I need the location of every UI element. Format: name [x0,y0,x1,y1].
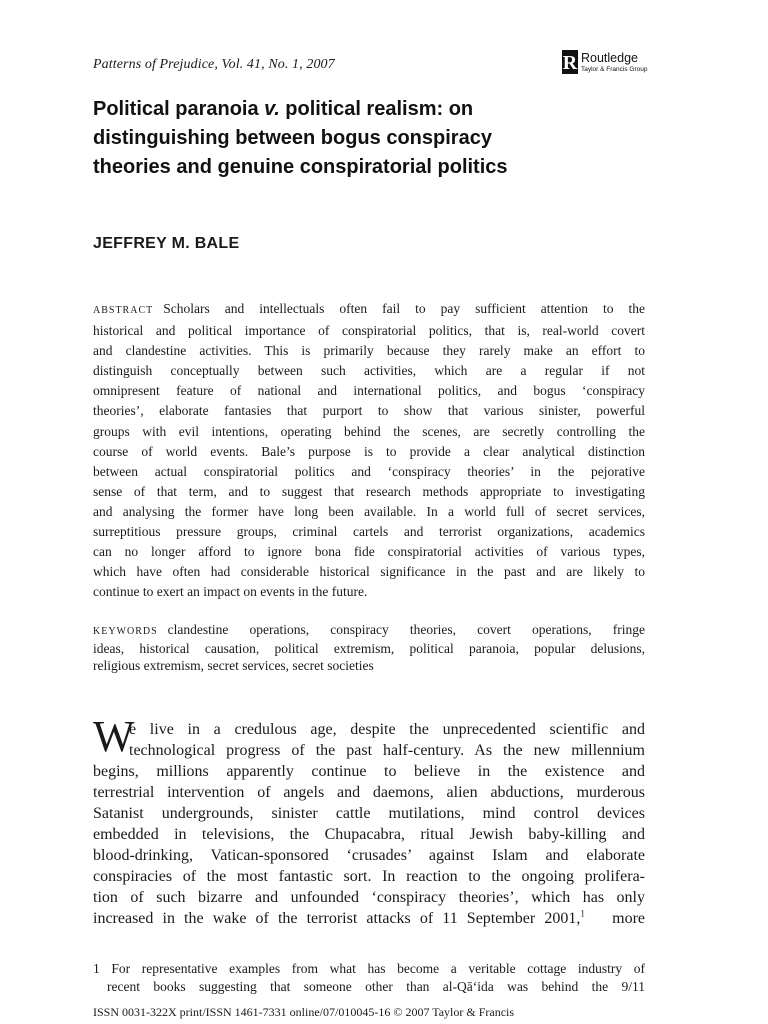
body-line: terrestrial intervention of angels and daemons, alien abductions, murderous [93,784,645,801]
abstract-line: and analysing the former have long been available. In a world full of secret services, [93,503,645,519]
footnote [93,960,645,996]
body-line: conspiracies of the most fantastic sort. In reaction to the ongoing prolifera- [93,868,645,885]
footnote-ref[interactable]: 1 [580,908,585,919]
abstract-line: omnipresent feature of national and international politics, and bogus ‘conspiracy [93,383,645,399]
keywords-line: ideas, historical causation, political extremism, political paranoia, popular delusions, [93,640,645,656]
article-title [93,95,633,182]
publisher-name: Routledge [581,51,638,65]
abstract-line: groups with evil intentions, operating behind the scenes, are secretly controlling the [93,423,645,439]
abstract-line: can no longer afford to ignore bona fide conspiratorial activities of various types, [93,544,645,560]
abstract-line: theories’, elaborate fantasies that purport to show that various sinister, powerful [93,403,645,419]
footnote-line: 1 For representative examples from what has become a veritable cottage industry of [93,961,645,976]
abstract-line: between actual conspiratorial politics and ‘conspiracy theories’ in the pejorative [93,463,645,479]
body-line: blood-drinking, Vatican-sponsored ‘crusades’ against Islam and elaborate [93,847,645,864]
keywords-label: KEYWORDS [93,626,158,637]
author-name: JEFFREY M. BALE [93,235,240,252]
body-line: increased in the wake of the terrorist attacks of 11 September 2001,$^1$ more [93,908,645,927]
abstract-line: and clandestine activities. This is primarily because they rarely make an effort to [93,343,645,359]
publisher-group: Taylor & Francis Group [581,66,648,73]
abstract-line: distinguish conceptually between such activities, which are a regular if not [93,363,645,379]
title-line: distinguishing between bogus conspiracy [93,127,492,149]
title-line: Political paranoia v. political realism: on [93,98,474,120]
footnote-line: recent books suggesting that someone other than al-Qā‘ida was behind the 9/11 [107,979,645,994]
abstract-line: continue to exert an impact on events in the future. [93,584,368,600]
drop-cap: W [93,712,135,761]
body-line: Satanist undergrounds, sinister cattle mutilations, mind control devices [93,805,645,822]
abstract-line: historical and political importance of conspiratorial politics, that is, real-world covert [93,323,645,339]
abstract-line: sense of that term, and to suggest that research methods appropriate to investigating [93,483,645,499]
body-paragraph [93,712,645,929]
title-italic-v: v. [264,98,280,120]
abstract-line: surreptitious pressure groups, criminal cartels and terrorist organizations, academics [93,524,645,540]
publisher-logo [562,50,662,76]
keywords-line: KEYWORDS clandestine operations, conspiracy theories, covert operations, fringe [93,622,645,637]
body-line: embedded in televisions, the Chupacabra, ritual Jewish baby-killing and [93,826,645,843]
body-line: technological progress of the past half-century. As the new millennium [129,742,645,759]
keywords [93,622,645,674]
title-line: theories and genuine conspiratorial politics [93,156,508,178]
keywords-line: religious extremism, secret services, secret societies [93,657,374,673]
body-line: tion of such bizarre and unfounded ‘conspiracy theories’, which has only [93,889,645,906]
abstract-label: ABSTRACT [93,305,154,316]
journal-citation: Patterns of Prejudice, Vol. 41, No. 1, 2007 [93,57,335,72]
abstract [93,299,645,602]
abstract-line: ABSTRACT Scholars and intellectuals often fail to pay sufficient attention to the [93,301,645,316]
logo-letter: R [562,52,578,74]
body-line: e live in a credulous age, despite the unprecedented scientific and [129,721,645,738]
routledge-logo-icon [562,50,578,74]
abstract-line: course of world events. Bale’s purpose is to provide a clear analytical distinction [93,443,645,459]
body-line: begins, millions apparently continue to believe in the existence and [93,763,645,780]
abstract-line: which have often had considerable historical significance in the past and are likely to [93,564,645,580]
issn-line: ISSN 0031-322X print/ISSN 1461-7331 online/07/010045-16 © 2007 Taylor & Francis [93,1005,515,1019]
